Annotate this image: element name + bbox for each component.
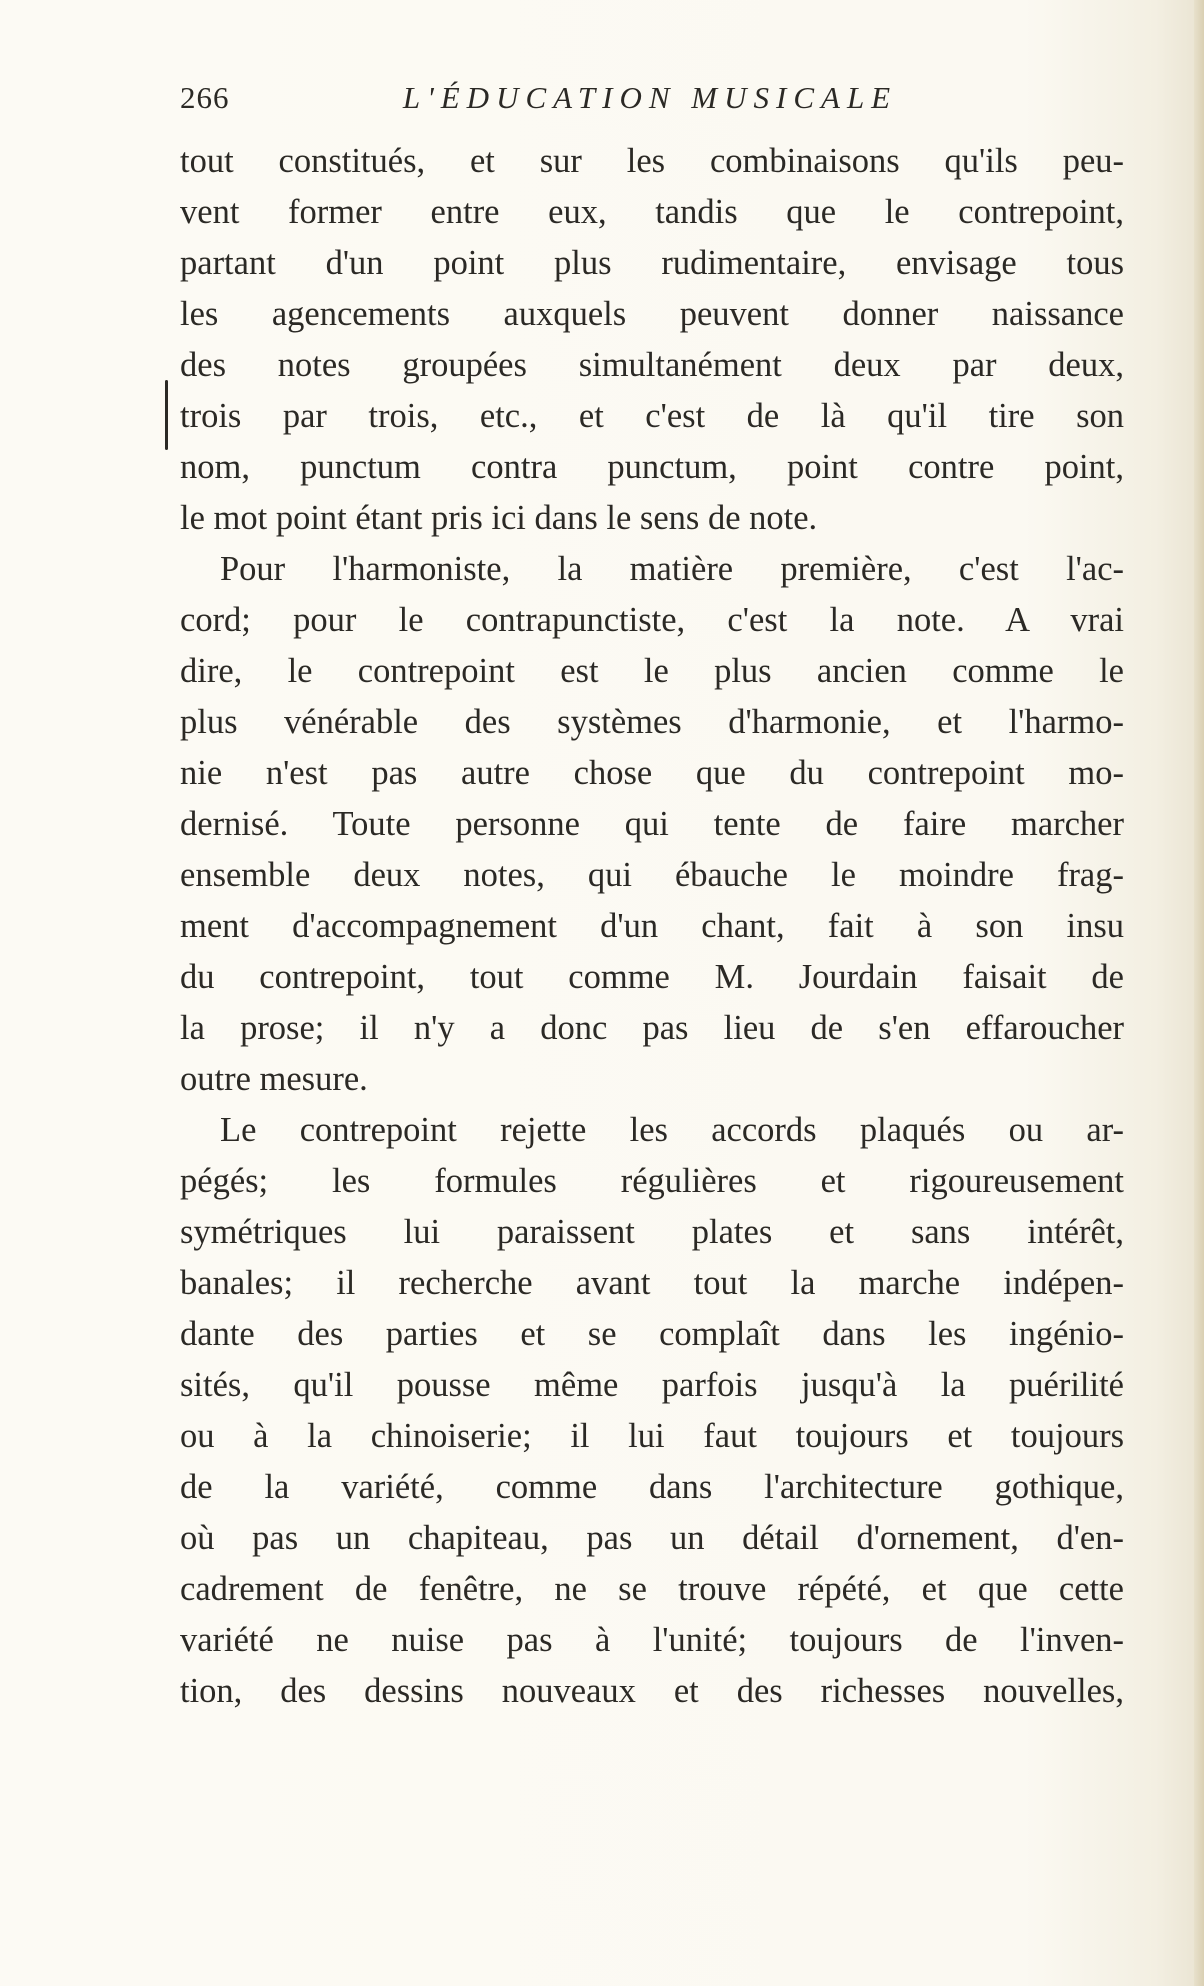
text-line: la prose; il n'y a donc pas lieu de s'en effaroucher [180, 1009, 1124, 1047]
text-line: ou à la chinoiserie; il lui faut toujours et toujours [180, 1417, 1124, 1455]
page-edge [1194, 0, 1204, 1986]
text-line: où pas un chapiteau, pas un détail d'ornement, d'en- [180, 1519, 1124, 1557]
text-line: symétriques lui paraissent plates et sans intérêt, [180, 1213, 1124, 1251]
text-line: pégés; les formules régulières et rigoureusement [180, 1162, 1124, 1200]
running-title: L'ÉDUCATION MUSICALE [402, 80, 898, 115]
text-line: outre mesure. [180, 1060, 368, 1098]
text-line: Pour l'harmoniste, la matière première, c'est l'ac- [220, 550, 1124, 588]
text-line: nom, punctum contra punctum, point contre point, [180, 448, 1124, 486]
margin-mark [165, 380, 168, 450]
text-line: le mot point étant pris ici dans le sens de note. [180, 499, 818, 537]
text-line: dire, le contrepoint est le plus ancien comme le [180, 652, 1124, 690]
page-header [180, 80, 1120, 120]
text-line: dante des parties et se complaît dans les ingénio- [180, 1315, 1124, 1353]
text-line: variété ne nuise pas à l'unité; toujours de l'inven- [180, 1621, 1124, 1659]
text-line: tout constitués, et sur les combinaisons qu'ils peu- [180, 142, 1124, 180]
text-line: nie n'est pas autre chose que du contrepoint mo- [180, 754, 1124, 792]
text-line: Le contrepoint rejette les accords plaqués ou ar- [220, 1111, 1124, 1149]
text-line: plus vénérable des systèmes d'harmonie, et l'harmo- [180, 703, 1124, 741]
text-line: ment d'accompagnement d'un chant, fait à son insu [180, 907, 1124, 945]
text-line: cadrement de fenêtre, ne se trouve répété, et que cette [180, 1570, 1124, 1608]
text-line: des notes groupées simultanément deux par deux, [180, 346, 1124, 384]
text-line: les agencements auxquels peuvent donner naissance [180, 295, 1124, 333]
text-line: banales; il recherche avant tout la marche indépen- [180, 1264, 1124, 1302]
text-line: ensemble deux notes, qui ébauche le moindre frag- [180, 856, 1124, 894]
text-line: du contrepoint, tout comme M. Jourdain faisait de [180, 958, 1124, 996]
body-text [180, 136, 1124, 1717]
text-line: cord; pour le contrapunctiste, c'est la note. A vrai [180, 601, 1124, 639]
text-line: partant d'un point plus rudimentaire, envisage tous [180, 244, 1124, 282]
text-line: trois par trois, etc., et c'est de là qu'il tire son [180, 397, 1124, 435]
text-line: dernisé. Toute personne qui tente de faire marcher [180, 805, 1124, 843]
text-line: tion, des dessins nouveaux et des richesses nouvelles, [180, 1672, 1124, 1710]
text-line: vent former entre eux, tandis que le contrepoint, [180, 193, 1124, 231]
text-line: de la variété, comme dans l'architecture gothique, [180, 1468, 1124, 1506]
text-line: sités, qu'il pousse même parfois jusqu'à la puérilité [180, 1366, 1124, 1404]
page-number: 266 [180, 80, 230, 115]
